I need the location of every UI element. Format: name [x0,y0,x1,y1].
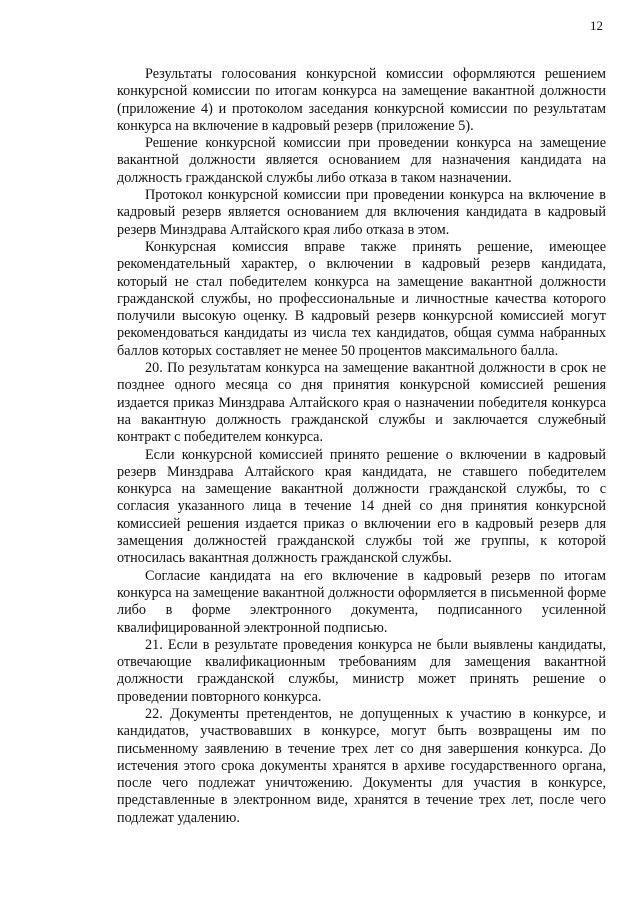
document-body [117,66,606,827]
paragraph-21-repeat-contest: 21. Если в результате проведения конкурса не были выявлены кандидаты, отвечающие квалификационным требованиям для замещения вакантной должности гражданской службы, министр может принять решение о проведении повторного конкурса. [117,636,606,705]
paragraph-protocol-basis: Протокол конкурсной комиссии при проведении конкурса на включение в кадровый резерв является основанием для включения кандидата в кадровый резерв Минздрава Алтайского края либо отказа в этом. [117,187,606,238]
page-number: 12 [590,18,603,33]
paragraph-reserve-order: Если конкурсной комиссией принято решение о включении в кадровый резерв Минздрава Алтайского края кандидата, не ставшего победителем конкурса на замещение вакантной должности гражданской службы, то с согласия указанного лица в течение 14 дней со дня принятия конкурсной комиссией решения издается приказ о включении его в кадровый резерв для замещения должностей гражданской службы той же группы, к которой относилась вакантная должность гражданской службы. [117,446,606,567]
paragraph-recommendation: Конкурсная комиссия вправе также принять решение, имеющее рекомендательный характер, о включении в кадровый резерв кандидата, который не стал победителем конкурса на замещение вакантной должности гражданской службы, но профессиональные и личностные качества которого получили высокую оценку. В кадровый резерв конкурсной комиссией могут рекомендоваться кандидаты из числа тех кандидатов, общая сумма набранных баллов которых составляет не менее 50 процентов максимального балла. [117,238,606,359]
paragraph-voting-results: Результаты голосования конкурсной комиссии оформляются решением конкурсной комиссии по итогам конкурса на замещение вакантной должности (приложение 4) и протоколом заседания конкурсной комиссии по результатам конкурса на включение в кадровый резерв (приложение 5). [117,66,606,134]
paragraph-decision-basis: Решение конкурсной комиссии при проведении конкурса на замещение вакантной должности является основанием для назначения кандидата на должность гражданской службы либо отказа в таком назначении. [117,135,606,186]
paragraph-22-documents: 22. Документы претендентов, не допущенных к участию в конкурсе, и кандидатов, участвовавших в конкурсе, могут быть возвращены им по письменному заявлению в течение трех лет со дня завершения конкурса. До истечения этого срока документы хранятся в архиве государственного органа, после чего подлежат уничтожению. Документы для участия в конкурсе, представленные в электронном виде, хранятся в течение трех лет, после чего подлежат удалению. [117,705,606,826]
paragraph-20-appointment: 20. По результатам конкурса на замещение вакантной должности в срок не позднее одного месяца со дня принятия конкурсной комиссией решения издается приказ Минздрава Алтайского края о назначении победителя конкурса на вакантную должность гражданской службы и заключается служебный контракт с победителем конкурса. [117,360,606,446]
paragraph-consent: Согласие кандидата на его включение в кадровый резерв по итогам конкурса на замещение вакантной должности оформляется в письменной форме либо в форме электронного документа, подписанного усиленной квалифицированной электронной подписью. [117,567,606,636]
